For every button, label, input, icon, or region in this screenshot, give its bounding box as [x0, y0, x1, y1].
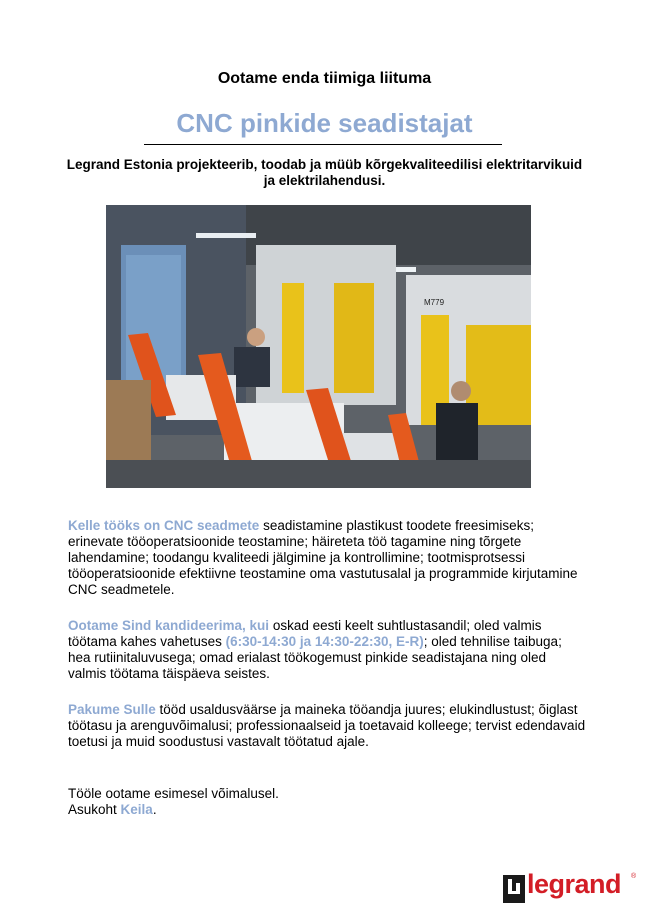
- job-title: CNC pinkide seadistajat: [176, 108, 473, 138]
- machine-label: M779: [424, 298, 445, 307]
- requirements-text-b: ; oled tehnilise taibuga; hea rutiinitaluvusega; omad erialast töökogemust pinkide seadistajana ning oled valmis töötama täispäeva seistes.: [68, 634, 562, 681]
- requirements-paragraph: [68, 618, 588, 682]
- offer-lead: Pakume Sulle: [68, 702, 156, 717]
- tasks-text: seadistamine plastikust toodete freesimiseks; erinevate tööoperatsioonide teostamine; häireteta töö tagamine ning tõrgete lahendamine; toodangu kvaliteedi jälgimine ja kontrollimine; tootmisprotsessi tööoperatsioonide efektiivne teostamine oma vastutusalal ja programmide kirjutamine CNC seadmetele.: [68, 518, 578, 597]
- kicker-heading: Ootame enda tiimiga liituma: [217, 70, 432, 87]
- location-line: [68, 802, 588, 818]
- factory-photo: [106, 205, 531, 488]
- legrand-logo: [503, 869, 643, 909]
- requirements-text-a: oskad eesti keelt suhtlustasandil; oled valmis töötama kahes vahetuses: [68, 618, 542, 649]
- legrand-mark-icon: [503, 875, 525, 903]
- offer-paragraph: [68, 702, 588, 750]
- closing-paragraph: [68, 786, 588, 818]
- location-value: Keila: [120, 802, 153, 817]
- tasks-lead: Kelle tööks on CNC seadmete: [68, 518, 260, 533]
- requirements-lead: Ootame Sind kandideerima, kui: [68, 618, 270, 633]
- start-date-line: Tööle ootame esimesel võimalusel.: [68, 786, 279, 801]
- company-intro: Legrand Estonia projekteerib, toodab ja müüb kõrgekvaliteedilisi elektritarvikuid ja elektrilahendusi.: [66, 157, 583, 188]
- tasks-paragraph: [68, 518, 588, 598]
- location-label: Asukoht: [68, 802, 121, 817]
- logo-wordmark: legrand: [527, 869, 622, 899]
- registered-mark: ®: [631, 873, 637, 880]
- location-suffix: .: [152, 802, 157, 817]
- offer-text: tööd usaldusväärse ja maineka tööandja juures; elukindlustust; õiglast töötasu ja arenguvõimalusi; professionaalseid ja toetavaid kolleege; tervist edendavaid toetusi ja muid soodustusi vastavalt töötatud ajale.: [68, 702, 586, 749]
- shift-hours: (6:30-14:30 ja 14:30-22:30, E-R): [225, 634, 424, 649]
- title-underline: [144, 144, 502, 145]
